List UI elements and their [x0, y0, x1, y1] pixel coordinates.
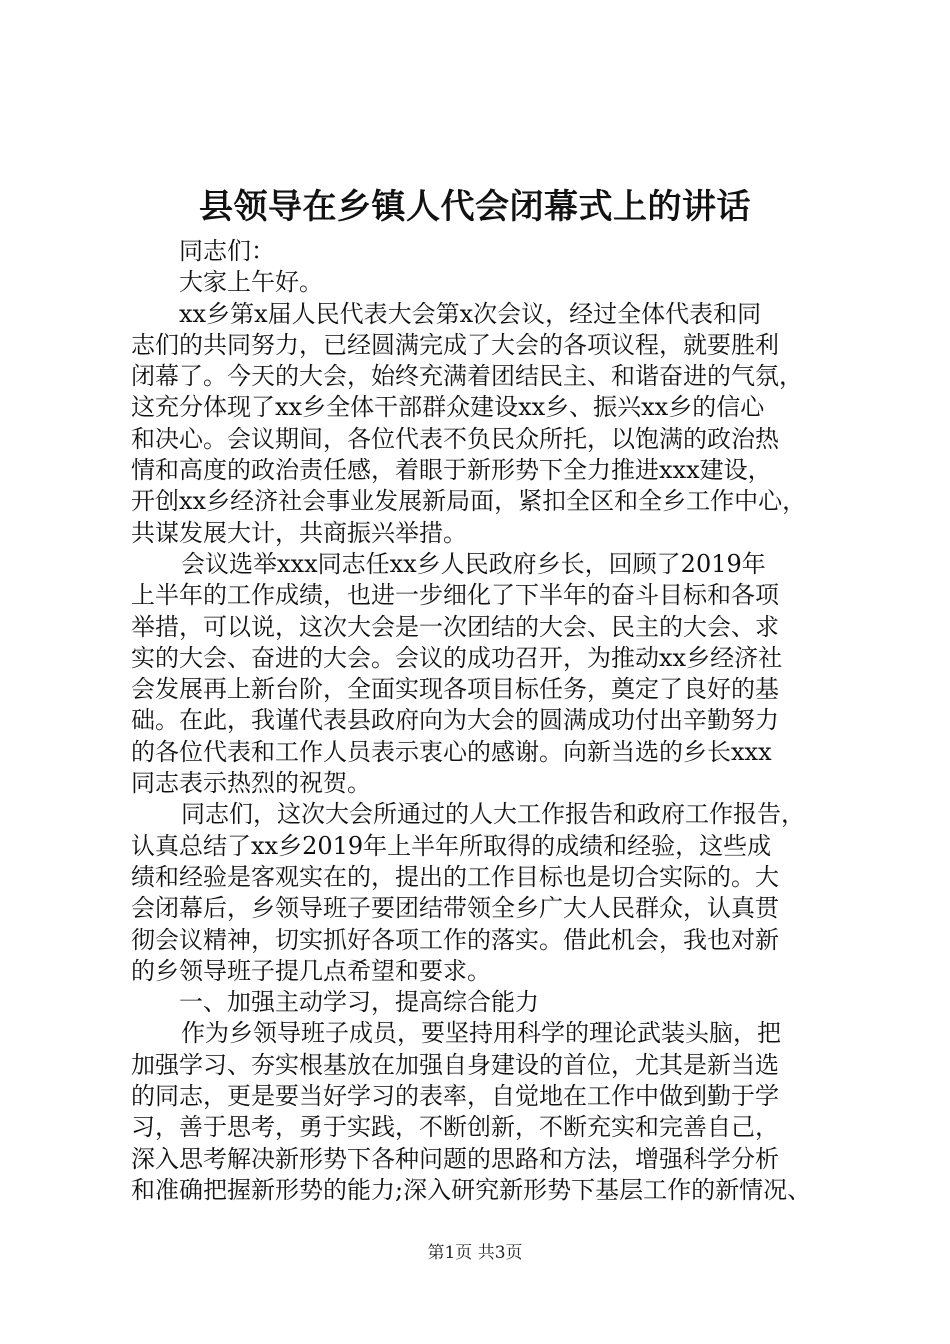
paragraph-line: 这充分体现了xx乡全体干部群众建设xx乡、振兴xx乡的信心: [131, 393, 765, 422]
paragraph-line: 会发展再上新台阶，全面实现各项目标任务，奠定了良好的基: [131, 675, 779, 704]
paragraph-line: 认真总结了xx乡2019年上半年所取得的成绩和经验，这些成: [131, 831, 772, 860]
paragraph-line: 上半年的工作成绩，也进一步细化了下半年的奋斗目标和各项: [131, 581, 779, 610]
paragraph-line: 的各位代表和工作人员表示衷心的感谢。向新当选的乡长xxx: [131, 737, 772, 766]
paragraph-line: 加强学习、夯实根基放在加强自身建设的首位，尤其是新当选: [131, 1050, 779, 1079]
salutation: 同志们：: [179, 237, 275, 265]
paragraph-line: 实的大会、奋进的大会。会议的成功召开，为推动xx乡经济社: [131, 643, 783, 672]
paragraph-line: 深入思考解决新形势下各种问题的思路和方法，增强科学分析: [131, 1144, 779, 1173]
paragraph-line: 同志们，这次大会所通过的人大工作报告和政府工作报告，: [181, 800, 805, 829]
paragraph-line: xx乡第x届人民代表大会第x次会议，经过全体代表和同: [179, 299, 762, 328]
paragraph-line: 共谋发展大计，共商振兴举措。: [131, 518, 467, 547]
document-body: [131, 236, 851, 1206]
paragraph-line: 和决心。会议期间，各位代表不负民众所托，以饱满的政治热: [131, 424, 779, 453]
paragraph-line: 同志表示热烈的祝贺。: [131, 769, 371, 798]
paragraph-line: 会议选举xxx同志任xx乡人民政府乡长，回顾了2019年: [181, 549, 766, 578]
paragraph-line: 会闭幕后，乡领导班子要团结带领全乡广大人民群众，认真贯: [131, 894, 779, 923]
paragraph-line: 彻会议精神，切实抓好各项工作的落实。借此机会，我也对新: [131, 925, 779, 954]
paragraph-line: 的乡领导班子提几点希望和要求。: [131, 956, 491, 985]
paragraph-line: 闭幕了。今天的大会，始终充满着团结民主、和谐奋进的气氛，: [131, 362, 803, 391]
paragraph-line: 举措，可以说，这次大会是一次团结的大会、民主的大会、求: [131, 612, 779, 641]
paragraph-line: 习，善于思考，勇于实践，不断创新，不断充实和完善自己，: [131, 1113, 779, 1142]
greeting: 大家上午好。: [179, 268, 323, 297]
section-heading: 一、加强主动学习，提高综合能力: [179, 988, 539, 1017]
paragraph-line: 开创xx乡经济社会事业发展新局面，紧扣全区和全乡工作中心，: [131, 487, 807, 516]
page-number-footer: 第1页 共3页: [427, 1243, 523, 1263]
document-title: 县领导在乡镇人代会闭幕式上的讲话: [199, 187, 751, 227]
paragraph-line: 础。在此，我谨代表县政府向为大会的圆满成功付出辛勤努力: [131, 706, 779, 735]
paragraph-line: 作为乡领导班子成员，要坚持用科学的理论武装头脑，把: [181, 1019, 781, 1048]
paragraph-line: 情和高度的政治责任感，着眼于新形势下全力推进xxx建设，: [131, 456, 772, 485]
paragraph-line: 的同志，更是要当好学习的表率，自觉地在工作中做到勤于学: [131, 1082, 779, 1111]
paragraph-line: 绩和经验是客观实在的，提出的工作目标也是切合实际的。大: [131, 862, 779, 891]
paragraph-line: 和准确把握新形势的能力;深入研究新形势下基层工作的新情况、: [131, 1175, 812, 1204]
paragraph-line: 志们的共同努力，已经圆满完成了大会的各项议程，就要胜利: [131, 330, 779, 359]
